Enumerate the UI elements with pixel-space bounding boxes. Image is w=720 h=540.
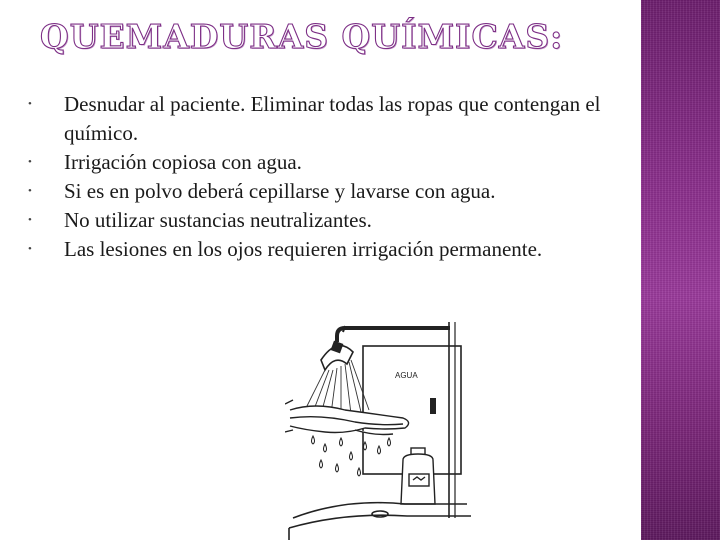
list-item bbox=[28, 148, 618, 177]
bullet-icon: • bbox=[28, 185, 32, 197]
basin bbox=[289, 503, 471, 540]
bullet-list bbox=[28, 90, 618, 264]
bullet-icon: • bbox=[28, 243, 32, 255]
bullet-text: Desnudar al paciente. Eliminar todas las ropas que contengan el químico. bbox=[64, 92, 601, 145]
list-item bbox=[28, 206, 618, 235]
eye-wash-illustration bbox=[285, 318, 475, 540]
slide-title: QUEMADURAS QUÍMICAS: bbox=[40, 17, 564, 56]
bullet-text: Las lesiones en los ojos requieren irrigación permanente. bbox=[64, 237, 543, 261]
list-item bbox=[28, 235, 618, 264]
list-item bbox=[28, 177, 618, 206]
bullet-text: Si es en polvo deberá cepillarse y lavarse con agua. bbox=[64, 179, 496, 203]
bullet-text: No utilizar sustancias neutralizantes. bbox=[64, 208, 372, 232]
bullet-icon: • bbox=[28, 98, 32, 110]
bullet-icon: • bbox=[28, 156, 32, 168]
list-item bbox=[28, 90, 618, 148]
valve-handle-icon bbox=[430, 398, 436, 414]
decorative-side-panel bbox=[641, 0, 720, 540]
bottle-icon bbox=[401, 448, 435, 504]
tank-label: AGUA bbox=[395, 371, 418, 380]
bullet-text: Irrigación copiosa con agua. bbox=[64, 150, 302, 174]
bullet-icon: • bbox=[28, 214, 32, 226]
